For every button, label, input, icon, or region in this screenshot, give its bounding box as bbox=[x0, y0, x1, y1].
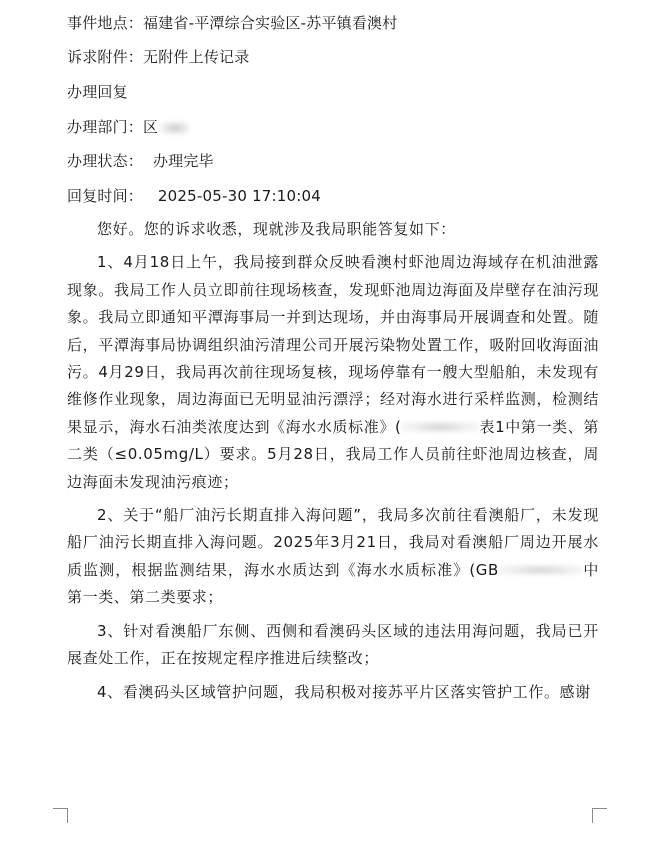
paragraph-1-part-a: 1、4月18日上午，我局接到群众反映看澳村虾池周边海域存在机油泄露现象。我局工作人员立即前往现场核查，发现虾池周边海面及岸壁存在油污现象。我局立即通知平潭海事局一并到达现场，并由海事局开展调查和处置。随后，平潭海事局协调组织油污清理公司开展污染物处置工作，吸附回收海面油污。4月29日，我局再次前往现场复核，现场停靠有一艘大型船舶，未发现有维修作业现象，周边海面已无明显油污漂浮；经对海水进行采样监测，检测结果显示，海水石油类浓度达到《海水水质标准》( bbox=[67, 253, 599, 436]
paragraph-2 bbox=[67, 502, 599, 612]
attachment-value: 无附件上传记录 bbox=[143, 48, 250, 66]
reply-body bbox=[67, 216, 599, 712]
status-line bbox=[67, 150, 214, 172]
crop-mark-bottom-left bbox=[53, 808, 68, 823]
paragraph-1-part-b: 表1中第一类、第二类（≤0.05mg/L）要求。5月28日，我局工作人员前往虾池周边核查，周边海面未发现油污痕迹； bbox=[67, 417, 599, 491]
paragraph-2-part-b: 中第一类、第二类要求； bbox=[67, 560, 599, 607]
greeting-paragraph: 您好。您的诉求收悉，现就涉及我局职能答复如下： bbox=[97, 220, 456, 238]
paragraph-1 bbox=[67, 249, 599, 496]
paragraph-3: 3、针对看澳船厂东侧、西侧和看澳码头区域的违法用海问题，我局已开展查处工作，正在按规定程序推进后续整改； bbox=[67, 621, 599, 668]
event-location-value: 福建省-平潭综合实验区-苏平镇看澳村 bbox=[143, 14, 398, 32]
status-value: 办理完毕 bbox=[152, 152, 214, 170]
event-location-line bbox=[67, 12, 397, 34]
department-value: 区 bbox=[143, 118, 159, 136]
reply-time-label: 回复时间： bbox=[67, 187, 144, 205]
reply-section-heading: 办理回复 bbox=[67, 83, 128, 101]
attachment-label: 诉求附件： bbox=[67, 48, 144, 66]
redacted-blur bbox=[499, 564, 583, 576]
redacted-blur bbox=[401, 421, 479, 433]
department-label: 办理部门： bbox=[67, 118, 144, 136]
department-line bbox=[67, 116, 190, 138]
paragraph-2-part-a: 2、关于“船厂油污长期直排入海问题”，我局多次前往看澳船厂，未发现船厂油污长期直排入海问题。2025年3月21日，我局对看澳船厂周边开展水质监测，根据监测结果，海水水质达到《海水水质标准》(GB bbox=[67, 506, 599, 579]
event-location-label: 事件地点： bbox=[67, 14, 144, 32]
status-label: 办理状态： bbox=[67, 152, 144, 170]
redacted-blur bbox=[160, 121, 190, 135]
crop-mark-bottom-right bbox=[592, 808, 607, 823]
paragraph-4: 4、看澳码头区域管护问题，我局积极对接苏平片区落实管护工作。感谢 bbox=[97, 682, 591, 701]
reply-time-line bbox=[67, 185, 321, 207]
reply-time-value: 2025-05-30 17:10:04 bbox=[157, 187, 322, 205]
attachment-line bbox=[67, 46, 249, 68]
